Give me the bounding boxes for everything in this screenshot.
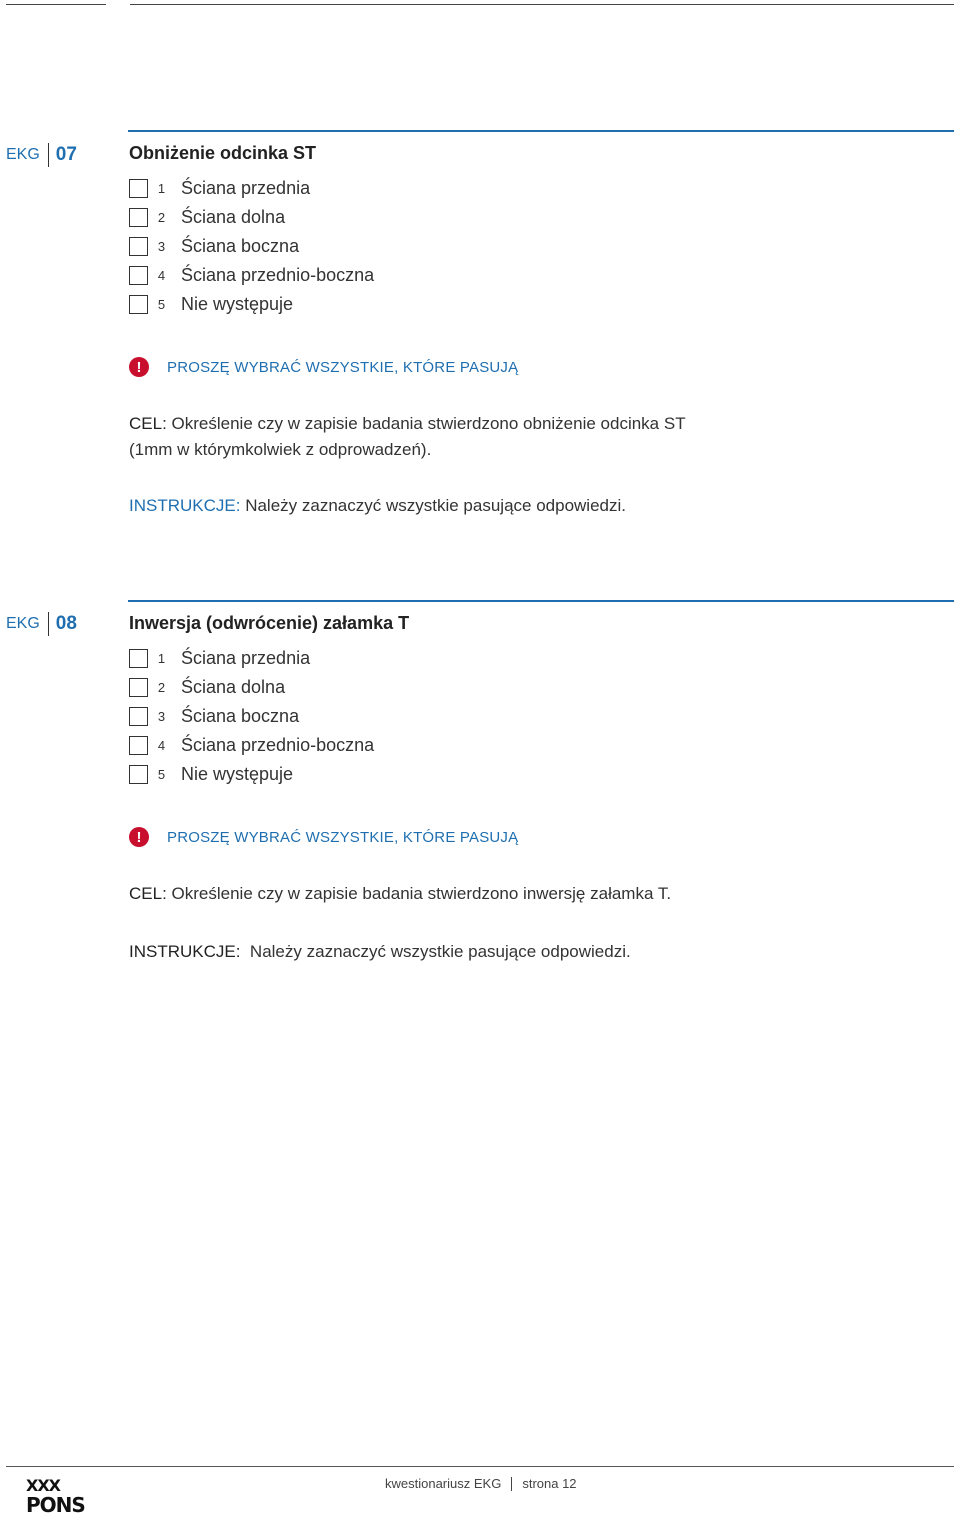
instructions-paragraph [129,493,626,519]
logo-marks-icon: XXX [26,1476,61,1495]
option-2[interactable] [129,676,285,698]
question-code-label: EKG [6,146,40,163]
question-code-label: EKG [6,615,40,632]
exclamation-icon: ! [129,357,149,377]
option-label: Ściana przednio-boczna [181,264,375,285]
question-code [6,143,77,167]
option-3[interactable] [129,705,299,727]
option-label: Ściana dolna [181,206,286,227]
question-title: Obniżenie odcinka ST [129,143,317,163]
checkbox[interactable] [129,295,148,314]
checkbox[interactable] [129,266,148,285]
option-number: 5 [157,296,166,312]
option-label: Ściana przednia [181,177,311,198]
top-rule-left [6,4,106,5]
option-label: Ściana boczna [181,705,300,726]
section-rule [128,600,954,602]
option-1[interactable] [129,177,310,199]
option-2[interactable] [129,206,285,228]
footer-page-info [385,1476,577,1491]
checkbox[interactable] [129,707,148,726]
code-separator [48,612,49,636]
code-separator [48,143,49,167]
checkbox[interactable] [129,649,148,668]
select-all-warning [129,826,518,848]
exclamation-icon: ! [129,827,149,847]
goal-label: CEL: [129,884,167,903]
warning-text: PROSZĘ WYBRAĆ WSZYSTKIE, KTÓRE PASUJĄ [167,358,519,376]
option-3[interactable] [129,235,299,257]
option-label: Ściana dolna [181,676,286,697]
logo-text: PONS [26,1493,85,1517]
question-code-number: 07 [55,144,77,165]
option-label: Ściana przednia [181,647,311,668]
instructions-label: INSTRUKCJE: [129,496,241,515]
checkbox[interactable] [129,678,148,697]
pons-logo [26,1478,86,1522]
checkbox[interactable] [129,237,148,256]
option-4[interactable] [129,264,374,286]
checkbox[interactable] [129,736,148,755]
option-number: 3 [157,238,166,254]
question-section-08 [0,600,960,970]
instructions-label: INSTRUKCJE: [129,942,241,961]
footer-rule [6,1466,954,1467]
footer-doc-name: kwestionariusz EKG [385,1476,502,1491]
option-number: 2 [157,209,166,225]
section-rule [128,130,954,132]
goal-paragraph [129,411,686,463]
checkbox[interactable] [129,765,148,784]
question-section-07 [0,130,960,530]
option-5[interactable] [129,763,293,785]
footer-page-number: strona 12 [522,1476,577,1491]
checkbox[interactable] [129,179,148,198]
option-number: 1 [157,180,166,196]
goal-label: CEL: [129,414,167,433]
option-4[interactable] [129,734,374,756]
instructions-text: Należy zaznaczyć wszystkie pasujące odpowiedzi. [245,496,626,515]
warning-text: PROSZĘ WYBRAĆ WSZYSTKIE, KTÓRE PASUJĄ [167,828,519,846]
top-rule-right [130,4,954,5]
footer-separator [511,1477,512,1491]
select-all-warning [129,356,518,378]
goal-text-line2: (1mm w którymkolwiek z odprowadzeń). [129,440,432,459]
question-code-number: 08 [55,613,77,634]
option-number: 4 [157,267,166,283]
option-label: Nie występuje [181,293,294,314]
question-code [6,612,77,636]
goal-paragraph [129,881,671,907]
goal-text-line1: Określenie czy w zapisie badania stwierdzono obniżenie odcinka ST [171,414,686,433]
instructions-text: Należy zaznaczyć wszystkie pasujące odpowiedzi. [249,942,631,961]
question-title: Inwersja (odwrócenie) załamka T [129,613,410,633]
option-number: 2 [157,679,166,695]
option-label: Ściana przednio-boczna [181,734,375,755]
option-5[interactable] [129,293,293,315]
option-number: 1 [157,650,166,666]
goal-text-line1: Określenie czy w zapisie badania stwierdzono inwersję załamka T. [171,884,672,903]
option-label: Ściana boczna [181,235,300,256]
option-number: 4 [157,737,166,753]
option-1[interactable] [129,647,310,669]
option-number: 5 [157,766,166,782]
checkbox[interactable] [129,208,148,227]
instructions-paragraph [129,939,631,965]
option-number: 3 [157,708,166,724]
option-label: Nie występuje [181,763,294,784]
